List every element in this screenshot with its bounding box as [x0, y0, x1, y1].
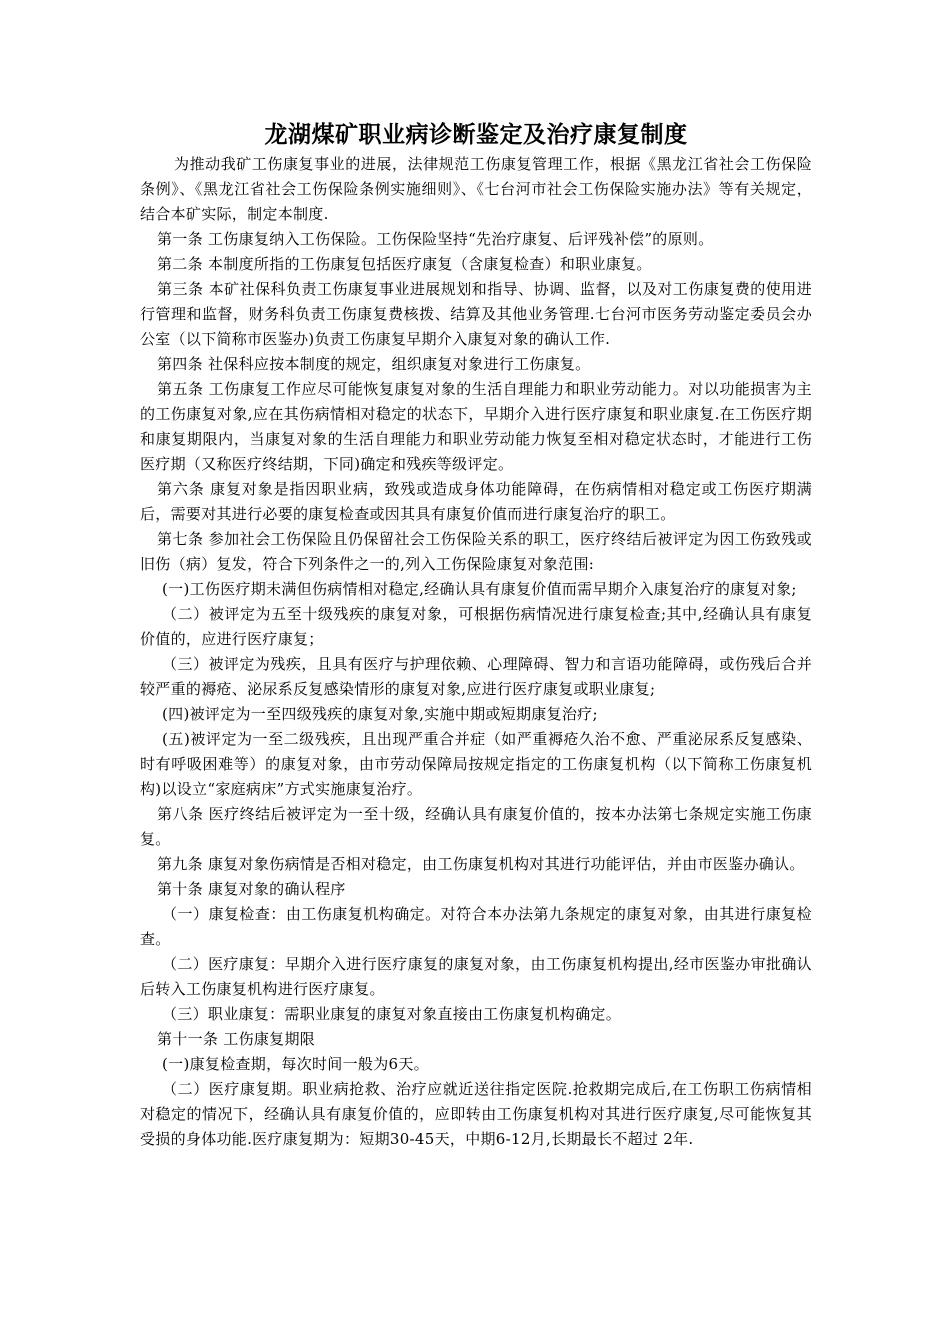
paragraph: (五)被评定为一至二级残疾，且出现严重合并症（如严重褥疮久治不愈、严重泌尿系反复感染、时有呼吸困难等）的康复对象，由市劳动保障局按规定指定的工伤康复机构（以下简称工伤康复机构)以设立“家庭病床”方式实施康复治疗。 [140, 730, 812, 798]
document-title: 龙湖煤矿职业病诊断鉴定及治疗康复制度 [264, 122, 688, 148]
paragraph: （一）康复检查：由工伤康复机构确定。对符合本办法第九条规定的康复对象，由其进行康复检查。 [140, 905, 812, 948]
paragraph: (一)工伤医疗期未满但伤病情相对稳定,经确认具有康复价值而需早期介入康复治疗的康复对象; [162, 580, 797, 598]
paragraph: 第十条 康复对象的确认程序 [157, 880, 346, 898]
paragraph: 第八条 医疗终结后被评定为一至十级，经确认具有康复价值的，按本办法第七条规定实施工伤康复。 [140, 805, 812, 848]
document-page [140, 118, 812, 1152]
paragraph: （三）职业康复：需职业康复的康复对象直接由工伤康复机构确定。 [162, 1005, 622, 1023]
paragraph: 第九条 康复对象伤病情是否相对稳定，由工伤康复机构对其进行功能评估，并由市医鉴办确认。 [157, 855, 805, 873]
paragraph: 为推动我矿工伤康复事业的进展，法律规范工伤康复管理工作，根据《黑龙江省社会工伤保险条例》、《黑龙江省社会工伤保险条例实施细则》、《七台河市社会工伤保险实施办法》等有关规定，结合本矿实际，制定本制度. [140, 155, 812, 223]
paragraph: （二）被评定为五至十级残疾的康复对象，可根据伤病情况进行康复检查;其中,经确认具有康复价值的，应进行医疗康复； [140, 605, 812, 648]
paragraph: 第七条 参加社会工伤保险且仍保留社会工伤保险关系的职工，医疗终结后被评定为因工伤致残或旧伤（病）复发，符合下列条件之一的,列入工伤保险康复对象范围: [140, 530, 812, 573]
paragraph: 第三条 本矿社保科负责工伤康复事业进展规划和指导、协调、监督，以及对工伤康复费的使用进行管理和监督，财务科负责工伤康复费核拨、结算及其他业务管理.七台河市医务劳动鉴定委员会办公室（以下简称市医鉴办)负责工伤康复早期介入康复对象的确认工作. [140, 280, 812, 348]
paragraph: 第十一条 工伤康复期限 [157, 1030, 316, 1048]
paragraph: (四)被评定为一至四级残疾的康复对象,实施中期或短期康复治疗; [162, 705, 598, 723]
paragraph: （二）医疗康复：早期介入进行医疗康复的康复对象，由工伤康复机构提出,经市医鉴办审批确认后转入工伤康复机构进行医疗康复。 [140, 955, 812, 998]
paragraph: 第五条 工伤康复工作应尽可能恢复康复对象的生活自理能力和职业劳动能力。对以功能损害为主的工伤康复对象,应在其伤病情相对稳定的状态下，早期介入进行医疗康复和职业康复.在工伤医疗期和康复期限内，当康复对象的生活自理能力和职业劳动能力恢复至相对稳定状态时，才能进行工伤医疗期（又称医疗终结期，下同)确定和残疾等级评定。 [140, 380, 812, 473]
paragraph: (一)康复检查期，每次时间一般为6天。 [162, 1055, 429, 1073]
paragraph: 第二条 本制度所指的工伤康复包括医疗康复（含康复检查）和职业康复。 [157, 255, 652, 273]
paragraph: 第一条 工伤康复纳入工伤保险。工伤保险坚持“先治疗康复、后评残补偿”的原则。 [157, 230, 714, 248]
document-body [140, 152, 812, 1152]
paragraph: （二）医疗康复期。职业病抢救、治疗应就近送往指定医院.抢救期完成后,在工伤职工伤病情相对稳定的情况下，经确认具有康复价值的，应即转由工伤康复机构对其进行医疗康复,尽可能恢复其受损的身体功能.医疗康复期为：短期30-45天，中期6-12月,长期最长不超过 2年. [140, 1080, 812, 1148]
paragraph: 第六条 康复对象是指因职业病，致残或造成身体功能障碍，在伤病情相对稳定或工伤医疗期满后，需要对其进行必要的康复检查或因其具有康复价值而进行康复治疗的职工。 [140, 480, 812, 523]
paragraph: （三）被评定为残疾，且具有医疗与护理依赖、心理障碍、智力和言语功能障碍，或伤残后合并较严重的褥疮、泌尿系反复感染情形的康复对象,应进行医疗康复或职业康复; [140, 655, 812, 698]
paragraph: 第四条 社保科应按本制度的规定，组织康复对象进行工伤康复。 [157, 355, 591, 373]
